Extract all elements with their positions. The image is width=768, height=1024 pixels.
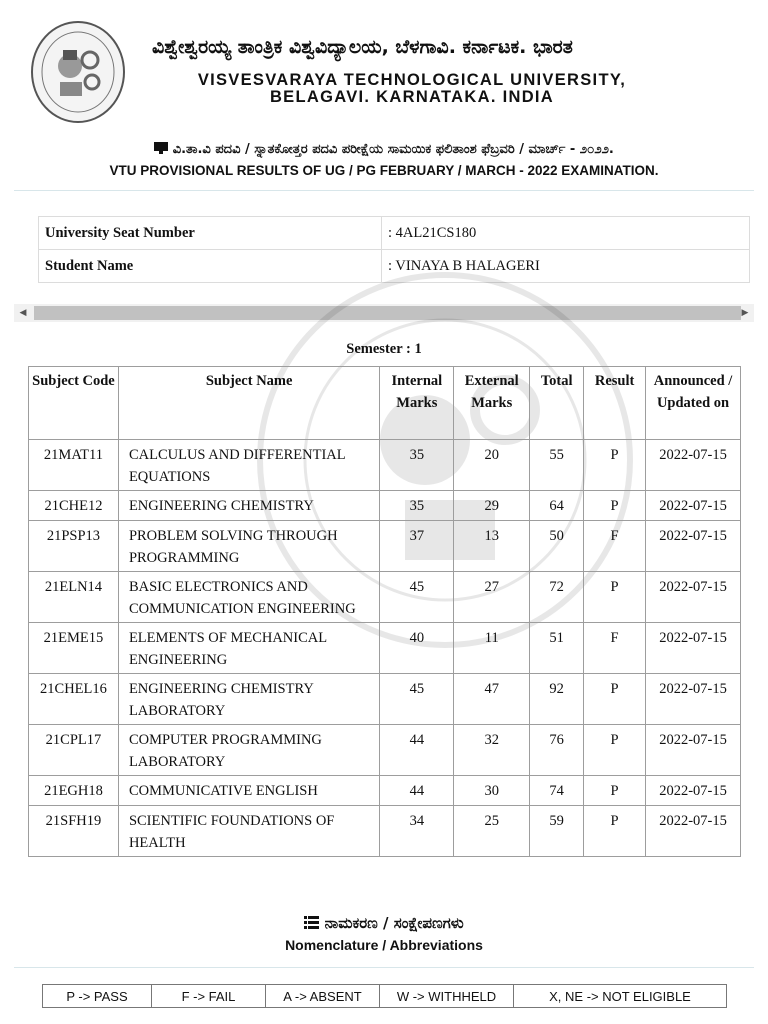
- divider: [14, 190, 754, 191]
- table-row: [29, 440, 741, 491]
- subject-code: 21ELN14: [29, 572, 119, 623]
- announced-date: 2022-07-15: [646, 491, 741, 521]
- result: F: [584, 521, 646, 572]
- announced-date: 2022-07-15: [646, 572, 741, 623]
- external-marks: 29: [454, 491, 530, 521]
- subject-name: PROBLEM SOLVING THROUGH PROGRAMMING: [118, 521, 379, 572]
- nomenclature-title-kannada: [0, 914, 768, 932]
- university-title-line2: BELAGAVI. KARNATAKA. INDIA: [269, 88, 555, 106]
- total-marks: 92: [530, 674, 584, 725]
- result: P: [584, 674, 646, 725]
- result: P: [584, 440, 646, 491]
- nomenclature-title-kannada-text: ನಾಮಕರಣ / ಸಂಕ್ಷೇಪಣಗಳು: [324, 914, 464, 932]
- total-marks: 64: [530, 491, 584, 521]
- caret-left-icon[interactable]: ◀: [19, 308, 27, 318]
- internal-marks: 34: [380, 806, 454, 857]
- table-row: [29, 806, 741, 857]
- result: P: [584, 572, 646, 623]
- announced-date: 2022-07-15: [646, 776, 741, 806]
- internal-marks: 45: [380, 674, 454, 725]
- subject-name: ELEMENTS OF MECHANICAL ENGINEERING: [118, 623, 379, 674]
- horizontal-scrollbar[interactable]: [14, 304, 754, 322]
- student-name-label: Student Name: [39, 250, 382, 283]
- table-row: [29, 521, 741, 572]
- result: P: [584, 776, 646, 806]
- external-marks: 11: [454, 623, 530, 674]
- header-external-marks: External Marks: [454, 367, 530, 440]
- table-row: [29, 776, 741, 806]
- seat-number-row: [39, 217, 750, 250]
- subject-name: ENGINEERING CHEMISTRY LABORATORY: [118, 674, 379, 725]
- results-table: [28, 366, 741, 857]
- abbreviations-table: [42, 984, 727, 1008]
- page-header: [0, 0, 768, 140]
- subject-code: 21MAT11: [29, 440, 119, 491]
- external-marks: 13: [454, 521, 530, 572]
- university-title-kannada: ವಿಶ್ವೇಶ್ವರಯ್ಯ ತಾಂತ್ರಿಕ ವಿಶ್ವವಿದ್ಯಾಲಯ, ಬೆಳಗಾವಿ. ಕರ್ನಾಟಕ. ಭಾರತ: [152, 36, 573, 58]
- student-name-value: : VINAYA B HALAGERI: [382, 250, 750, 283]
- caret-right-icon[interactable]: ▶: [741, 308, 749, 318]
- total-marks: 50: [530, 521, 584, 572]
- divider: [14, 967, 754, 968]
- internal-marks: 44: [380, 725, 454, 776]
- result: F: [584, 623, 646, 674]
- header-internal-marks: Internal Marks: [380, 367, 454, 440]
- university-title-line1: VISVESVARAYA TECHNOLOGICAL UNIVERSITY,: [197, 71, 627, 89]
- result: P: [584, 725, 646, 776]
- abbreviation-item: X, NE -> NOT ELIGIBLE: [514, 985, 727, 1008]
- total-marks: 55: [530, 440, 584, 491]
- monitor-icon: [154, 142, 168, 154]
- announced-date: 2022-07-15: [646, 674, 741, 725]
- subject-code: 21CHE12: [29, 491, 119, 521]
- seat-number-label: University Seat Number: [39, 217, 382, 250]
- table-row: [29, 725, 741, 776]
- subject-code: 21EGH18: [29, 776, 119, 806]
- university-title: [132, 72, 692, 106]
- header-result: Result: [584, 367, 646, 440]
- results-header-row: [29, 367, 741, 440]
- abbreviation-item: P -> PASS: [43, 985, 152, 1008]
- announced-date: 2022-07-15: [646, 725, 741, 776]
- subject-code: 21CPL17: [29, 725, 119, 776]
- announced-date: 2022-07-15: [646, 806, 741, 857]
- table-row: [29, 572, 741, 623]
- table-row: [29, 623, 741, 674]
- subject-code: 21SFH19: [29, 806, 119, 857]
- header-subject-name: Subject Name: [118, 367, 379, 440]
- subject-name: BASIC ELECTRONICS AND COMMUNICATION ENGINEERING: [118, 572, 379, 623]
- internal-marks: 35: [380, 440, 454, 491]
- subject-name: CALCULUS AND DIFFERENTIAL EQUATIONS: [118, 440, 379, 491]
- external-marks: 27: [454, 572, 530, 623]
- nomenclature-title: Nomenclature / Abbreviations: [285, 937, 483, 953]
- result: P: [584, 491, 646, 521]
- external-marks: 20: [454, 440, 530, 491]
- total-marks: 76: [530, 725, 584, 776]
- subject-name: ENGINEERING CHEMISTRY: [118, 491, 379, 521]
- subject-code: 21EME15: [29, 623, 119, 674]
- abbreviation-item: F -> FAIL: [152, 985, 266, 1008]
- external-marks: 30: [454, 776, 530, 806]
- header-subject-code: Subject Code: [29, 367, 119, 440]
- result: P: [584, 806, 646, 857]
- list-icon: [304, 916, 319, 929]
- table-row: [29, 491, 741, 521]
- abbreviation-item: W -> WITHHELD: [380, 985, 514, 1008]
- subject-name: COMPUTER PROGRAMMING LABORATORY: [118, 725, 379, 776]
- announced-date: 2022-07-15: [646, 623, 741, 674]
- university-logo: [30, 20, 126, 124]
- subject-code: 21PSP13: [29, 521, 119, 572]
- seat-number-value: : 4AL21CS180: [382, 217, 750, 250]
- subject-name: SCIENTIFIC FOUNDATIONS OF HEALTH: [118, 806, 379, 857]
- results-heading-kannada: [0, 142, 768, 157]
- abbreviations-row: [43, 985, 727, 1008]
- internal-marks: 44: [380, 776, 454, 806]
- internal-marks: 35: [380, 491, 454, 521]
- table-row: [29, 674, 741, 725]
- results-heading-kannada-text: ವಿ.ತಾ.ವಿ ಪದವಿ / ಸ್ನಾತಕೋತ್ತರ ಪದವಿ ಪರೀಕ್ಷೆಯ ಸಾಮಯಿಕ ಫಲಿತಾಂಶ ಫೆಬ್ರವರಿ / ಮಾರ್ಚ್ - ೨೦೨೨.: [172, 142, 614, 157]
- total-marks: 59: [530, 806, 584, 857]
- external-marks: 47: [454, 674, 530, 725]
- total-marks: 72: [530, 572, 584, 623]
- abbreviation-item: A -> ABSENT: [266, 985, 380, 1008]
- student-info-table: [38, 216, 750, 283]
- total-marks: 74: [530, 776, 584, 806]
- subject-code: 21CHEL16: [29, 674, 119, 725]
- student-name-row: [39, 250, 750, 283]
- header-announced: Announced / Updated on: [646, 367, 741, 440]
- results-heading: VTU PROVISIONAL RESULTS OF UG / PG FEBRUARY / MARCH - 2022 EXAMINATION.: [109, 163, 659, 178]
- external-marks: 25: [454, 806, 530, 857]
- semester-label: Semester : 1: [346, 341, 422, 357]
- announced-date: 2022-07-15: [646, 521, 741, 572]
- external-marks: 32: [454, 725, 530, 776]
- internal-marks: 40: [380, 623, 454, 674]
- scrollbar-thumb[interactable]: [34, 306, 741, 320]
- internal-marks: 37: [380, 521, 454, 572]
- internal-marks: 45: [380, 572, 454, 623]
- total-marks: 51: [530, 623, 584, 674]
- subject-name: COMMUNICATIVE ENGLISH: [118, 776, 379, 806]
- header-total: Total: [530, 367, 584, 440]
- announced-date: 2022-07-15: [646, 440, 741, 491]
